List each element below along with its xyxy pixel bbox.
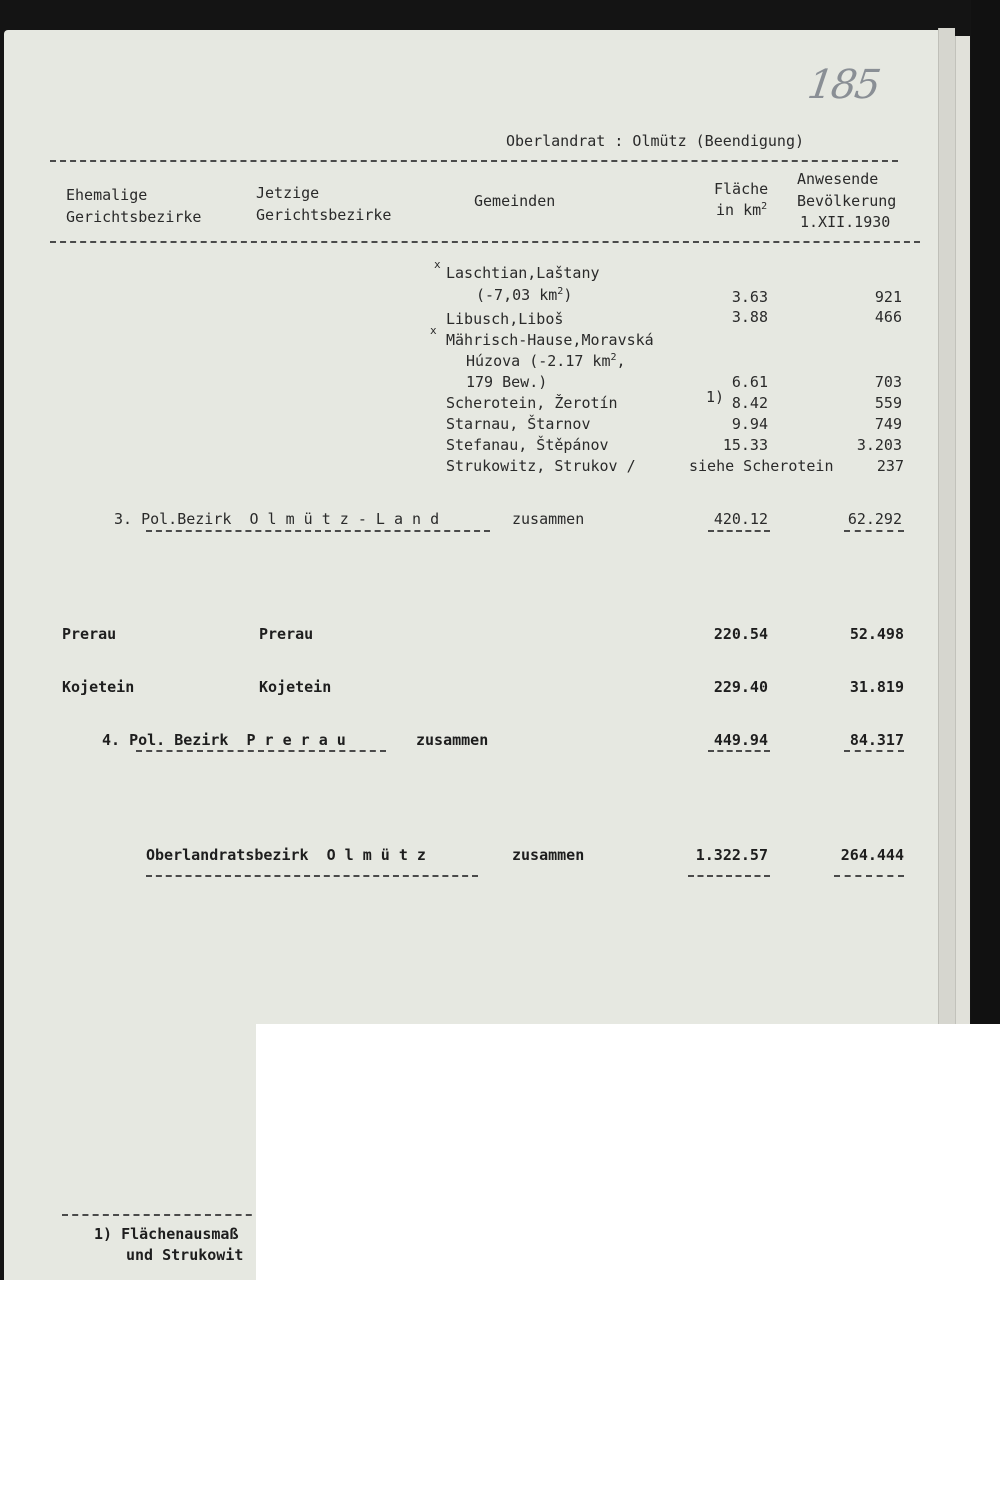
header-new-districts-1: Jetzige [256, 184, 320, 202]
district-population: 52.498 [849, 625, 904, 643]
municipality-name: Starnau, Štarnov [446, 415, 591, 433]
subtotal-word: zusammen [416, 731, 489, 749]
underline [708, 750, 770, 752]
underline [146, 530, 490, 532]
new-district-name: Prerau [259, 625, 314, 643]
header-population-1: Anwesende [797, 170, 879, 188]
municipality-name: 179 Bew.) [466, 373, 548, 391]
municipality-name: (-7,03 $km^2$) [476, 286, 573, 304]
district-area: 220.54 [713, 625, 768, 643]
population-value: 237 [876, 457, 904, 475]
header-rule-bottom [50, 241, 920, 243]
population-value: 749 [874, 415, 902, 433]
population-value: 466 [874, 308, 902, 326]
header-new-districts-2: Gerichtsbezirke [256, 206, 392, 224]
subtotal-word: zusammen [512, 510, 585, 528]
page-title: Oberlandrat : Olmütz (Beendigung) [506, 132, 805, 150]
underline [844, 530, 904, 532]
underline [834, 875, 904, 877]
header-area-1: Fläche [714, 180, 769, 198]
header-area-2: in $km^2$ [716, 201, 768, 219]
subtotal-population: 62.292 [847, 510, 902, 528]
municipality-name: Mährisch-Hause,Moravská [446, 331, 654, 349]
area-value: 3.88 [731, 308, 768, 326]
municipality-name: Laschtian,Laštany [446, 264, 600, 282]
area-value: 6.61 [731, 373, 768, 391]
population-value: 3.203 [856, 436, 902, 454]
blank-area [0, 1280, 1000, 1507]
district-area: 229.40 [713, 678, 768, 696]
scan-border [971, 0, 1000, 1024]
municipality-name: Húzova (-2.17 $km^2$, [466, 352, 626, 370]
total-area: 1.322.57 [695, 846, 768, 864]
area-value: 3.63 [731, 288, 768, 306]
underline [708, 530, 770, 532]
municipality-name: Libusch,Liboš [446, 310, 564, 328]
area-value: 8.42 [731, 394, 768, 412]
row-mark: x [434, 258, 441, 271]
header-population-3: 1.XII.1930 [800, 213, 891, 231]
underline [688, 875, 770, 877]
population-value: 921 [874, 288, 902, 306]
header-old-districts-1: Ehemalige [66, 186, 148, 204]
area-value: 15.33 [722, 436, 768, 454]
subtotal-area: 449.94 [713, 731, 768, 749]
row-mark: x [430, 324, 437, 337]
area-note: siehe Scherotein [689, 457, 834, 475]
total-word: zusammen [512, 846, 585, 864]
header-old-districts-2: Gerichtsbezirke [66, 208, 202, 226]
page-number: 185 [804, 62, 882, 108]
footnote-marker: 1) [706, 388, 725, 406]
subtotal-area: 420.12 [713, 510, 768, 528]
footnote-rule [62, 1214, 262, 1216]
subtotal-label: 4. Pol. Bezirk P r e r a u [102, 731, 346, 749]
header-population-2: Bevölkerung [797, 192, 897, 210]
municipality-name: Strukowitz, Strukov / [446, 457, 636, 475]
subtotal-label: 3. Pol.Bezirk O l m ü t z - L a n d [114, 510, 440, 528]
underline [136, 750, 386, 752]
total-population: 264.444 [840, 846, 904, 864]
total-label: Oberlandratsbezirk O l m ü t z [146, 846, 426, 864]
underline [844, 750, 904, 752]
area-value: 9.94 [731, 415, 768, 433]
footnote-line-1: 1) Flächenausmaß [94, 1225, 239, 1243]
district-population: 31.819 [849, 678, 904, 696]
old-district-name: Kojetein [62, 678, 135, 696]
subtotal-population: 84.317 [849, 731, 904, 749]
population-value: 559 [874, 394, 902, 412]
population-value: 703 [874, 373, 902, 391]
footnote-line-2: und Strukowit [126, 1246, 244, 1264]
new-district-name: Kojetein [259, 678, 332, 696]
municipality-name: Stefanau, Štěpánov [446, 436, 609, 454]
underline [146, 875, 478, 877]
header-municipalities: Gemeinden [474, 192, 556, 210]
old-district-name: Prerau [62, 625, 117, 643]
header-rule-top [50, 160, 898, 162]
municipality-name: Scherotein, Žerotín [446, 394, 618, 412]
